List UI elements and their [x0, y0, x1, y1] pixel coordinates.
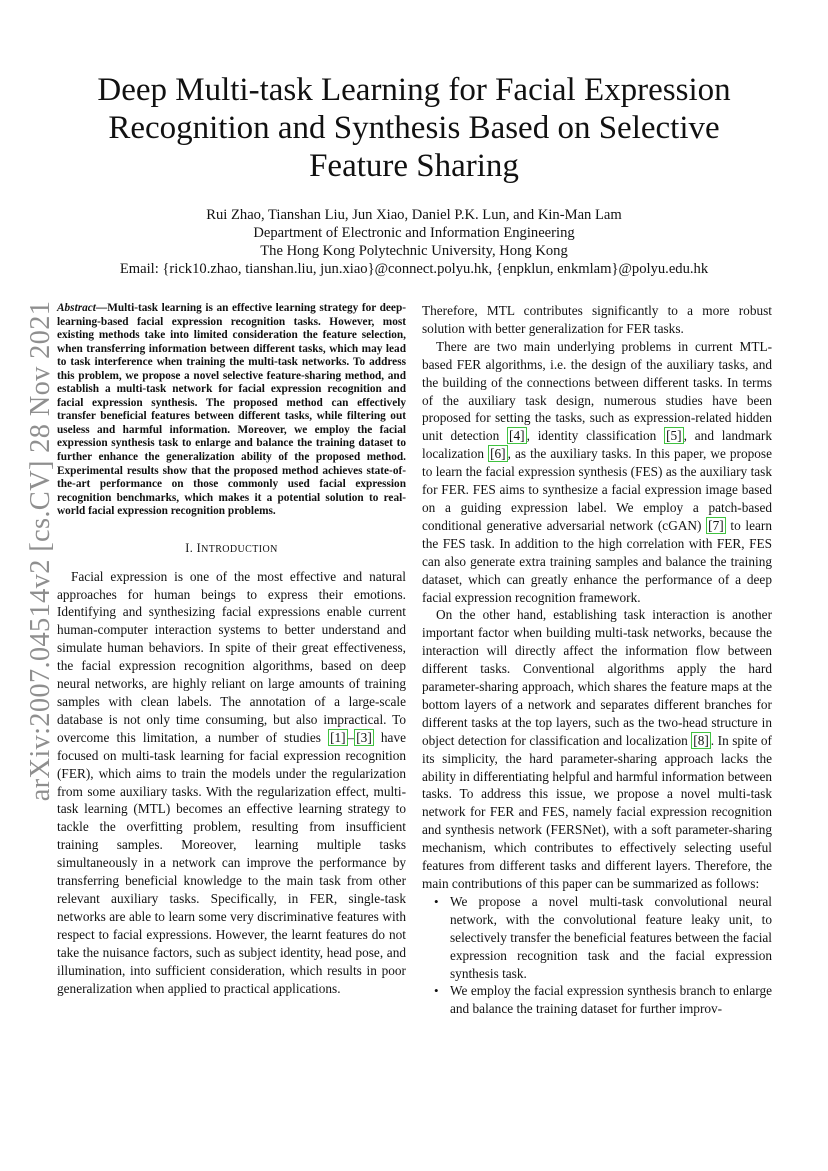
text-run: There are two main underlying problems in current MTL-based FER algorithms, i.e. the design of the auxiliary tasks, and the building of the connections between different tasks. In terms of the auxiliary task design, numerous studies have been proposed for setting the tasks, such as expression-related hidden unit detection [422, 338, 772, 444]
abstract [57, 302, 406, 519]
list-item [434, 982, 772, 1018]
text-run: . In spite of its simplicity, the hard parameter-sharing approach lacks the ability in differentiating helpful and harmful information between tasks. To address this issue, we propose a novel multi-task network for FER and FES, namely facial expression recognition and synthesis network (FERSNet), with a soft parameter-sharing mechanism, which contributes to effectively selecting useful features from different tasks and different layers. Therefore, the main contributions of this paper can be summarized as follows: [422, 732, 772, 891]
citation-link[interactable]: [7] [708, 517, 724, 533]
section-numeral: I. [185, 540, 194, 555]
intro-paragraph [57, 568, 406, 998]
citation-link[interactable]: [3] [356, 729, 372, 745]
author-block [70, 206, 758, 278]
citation-link[interactable]: [5] [666, 428, 682, 444]
list-item-text: We propose a novel multi-task convolutional neural network, with the convolutional feature leaky unit, to selectively transfer the beneficial features between the facial expression recognition task and the facial expression synthesis task. [450, 893, 772, 981]
arxiv-side-stamp [22, 246, 60, 856]
author-department: Department of Electronic and Information Engineering [253, 225, 575, 241]
citation-dash: – [347, 729, 355, 745]
text-run: , identity classification [526, 428, 665, 444]
section-rest: NTRODUCTION [201, 543, 278, 555]
citation-link[interactable]: [8] [693, 732, 709, 748]
citation-link[interactable]: [1] [330, 729, 346, 745]
abstract-text: —Multi-task learning is an effective learning strategy for deep-learning-based facial expression recognition tasks. However, most existing methods take into limited consideration the feature selection, when transferring information between different tasks, which may lead to task interference when training the multi-task networks. To address this problem, we propose a novel selective feature-sharing method, and establish a multi-task network for facial expression recognition and facial expression synthesis. The proposed method can effectively transfer beneficial features between different tasks, while filtering out useless and harmful information. Moreover, we employ the facial expression synthesis task to enlarge and balance the training dataset to further enhance the generalization ability of the proposed method. Experimental results show that the proposed method achieves state-of-the-art performance on those commonly used facial expression recognition benchmarks, which makes it a potential solution to real-world facial expression recognition problems. [57, 302, 406, 518]
bullet-icon: • [434, 983, 439, 999]
citation-link[interactable]: [6] [490, 446, 506, 462]
list-item [434, 893, 772, 983]
section-heading-introduction [57, 540, 406, 559]
author-email: Email: {rick10.zhao, tianshan.liu, jun.xiao}@connect.polyu.hk, {enpklun, enkmlam}@polyu.edu.hk [119, 261, 709, 277]
citation-link[interactable]: [4] [509, 428, 525, 444]
intro-text-a: Facial expression is one of the most effective and natural approaches for human beings to express their emotions. Identifying and synthesizing facial expressions enable current human-computer interaction systems to better understand and simulate human behaviors. In spite of their great effectiveness, the facial expression recognition algorithms, based on deep neural networks, are highly reliant on large amounts of training samples with clean labels. The annotation of a large-scale database is not only time consuming, but also impractical. To overcome this limitation, a number of studies [57, 568, 406, 745]
list-item-text: We employ the facial expression synthesis branch to enlarge and balance the training dataset for further improv- [450, 983, 772, 1017]
left-column [57, 302, 406, 997]
text-run: , as the auxiliary tasks. In this paper, we propose to learn the facial expression synthesis (FES) as the auxiliary task for FER. FES aims to synthesize a facial expression image based on a guiding expression label. We employ a patch-based conditional generative adversarial network (cGAN) [422, 446, 773, 533]
paragraph-task-interaction [422, 606, 772, 893]
section-first-letter: I [196, 540, 202, 555]
author-university: The Hong Kong Polytechnic University, Hong Kong [260, 243, 568, 259]
bullet-icon: • [434, 893, 439, 909]
author-names: Rui Zhao, Tianshan Liu, Jun Xiao, Daniel P.K. Lun, and Kin-Man Lam [206, 207, 622, 223]
paragraph-continued: Therefore, MTL contributes significantly to a more robust solution with better generalization for FER tasks. [422, 303, 772, 336]
contributions-list [422, 893, 772, 1018]
abstract-label: Abstract [57, 302, 96, 314]
paragraph-auxiliary-tasks [422, 338, 772, 607]
text-run: On the other hand, establishing task interaction is another important factor when building multi-task networks, because the interaction will directly affect the information flow between different tasks. Conventional algorithms apply the hard parameter-sharing approach, which shares the feature maps at the bottom layers of a network and separates different branches for different tasks at the top layers, such as the two-head structure in object detection for classification and localization [422, 607, 772, 748]
arxiv-identifier: arXiv:2007.04514v2 [cs.CV] 28 Nov 2021 [25, 300, 56, 802]
right-column [422, 302, 772, 1018]
text-run: , and landmark localization [422, 428, 772, 462]
text-run: to learn the FES task. In addition to the high correlation with FER, FES can also generate extra training samples and balance the training dataset, which can greatly enhance the performance of a deep facial expression recognition framework. [422, 517, 772, 605]
intro-text-b: have focused on multi-task learning for facial expression recognition (FER), which aims to train the models under the regularization from some auxiliary tasks. With the regularization effect, multi-task learning (MTL) becomes an effective learning strategy to tackle the overfitting problem, resulting from insufficient training samples. Moreover, learning multiple tasks simultaneously in a network can improve the performance by transferring beneficial knowledge to the main task from other relevant auxiliary tasks. Specifically, in FER, single-task networks are able to learn some very discriminative features with respect to facial expressions. However, the learnt features do not take the nuisance factors, such as subject identity, head pose, and illumination, into sufficient consideration, which results in poor generalization when applied to practical applications. [57, 729, 406, 996]
paper-title: Deep Multi-task Learning for Facial Expression Recognition and Synthesis Based on Selective Feature Sharing [97, 72, 731, 184]
